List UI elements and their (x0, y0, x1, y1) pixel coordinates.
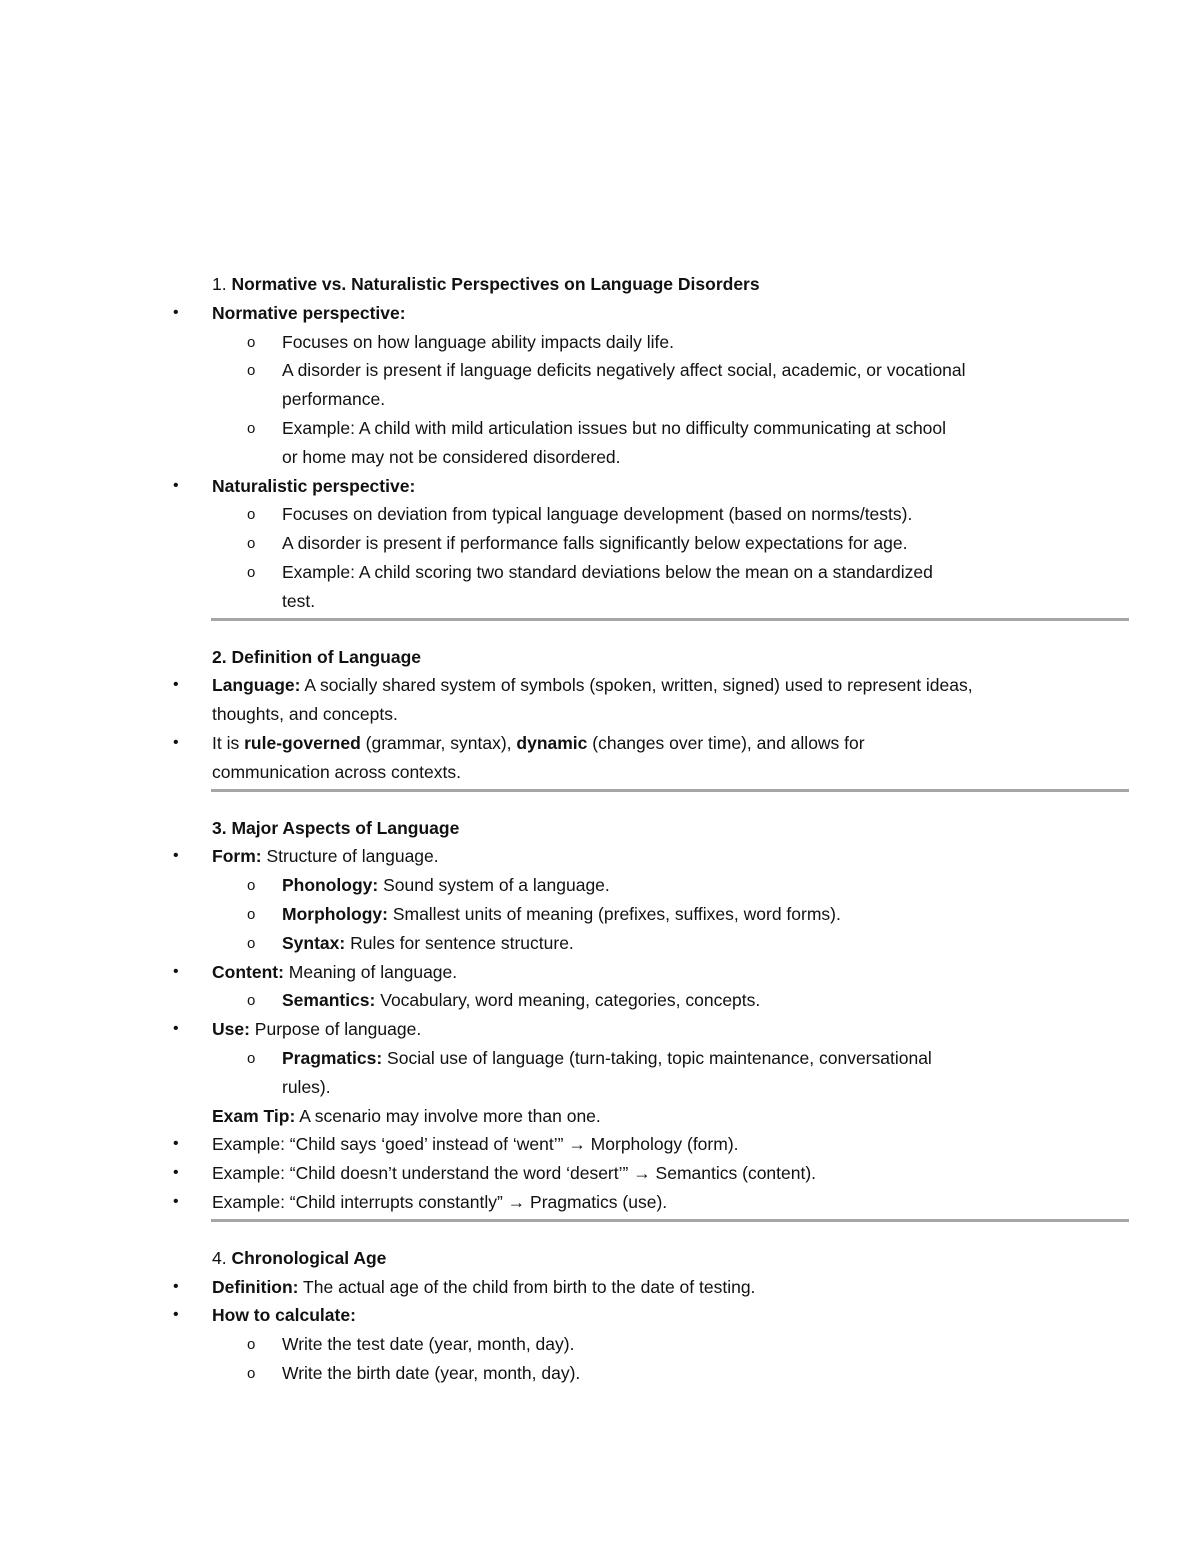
section-title: Chronological Age (231, 1247, 387, 1268)
section-title: Normative vs. Naturalistic Perspectives on Language Disorders (231, 274, 760, 294)
sub-bullet-icon: o (247, 877, 256, 895)
definition-label: Definition: (212, 1276, 299, 1297)
list-item (0, 1301, 1200, 1330)
content-text: Meaning of language. (283, 961, 458, 982)
item-text: Focuses on how language ability impacts daily life. (282, 331, 675, 352)
sub-list-item (0, 558, 1200, 587)
sub-bullet-icon: o (247, 506, 256, 524)
item-text: performance. (282, 389, 386, 410)
form-label: Form: (212, 846, 262, 867)
item-text: A disorder is present if language deficits negatively affect social, academic, or vocational (282, 360, 966, 381)
syntax-text: Rules for sentence structure. (345, 932, 574, 953)
spacer (0, 621, 1200, 643)
dynamic-term: dynamic (516, 732, 588, 753)
sub-bullet-icon: o (247, 333, 256, 351)
use-text: Purpose of language. (249, 1019, 422, 1040)
section-1-heading (0, 270, 1200, 299)
sub-list-item-continuation (0, 443, 1200, 472)
sub-list-item-continuation (0, 587, 1200, 616)
phonology-text: Sound system of a language. (378, 875, 610, 896)
bullet-icon: • (173, 847, 179, 865)
naturalistic-label: Naturalistic perspective: (212, 475, 416, 496)
bullet-icon: • (173, 303, 179, 321)
pragmatics-label: Pragmatics: (282, 1047, 383, 1068)
sub-list-item (0, 500, 1200, 529)
sub-list-item-continuation (0, 385, 1200, 414)
sub-list-item (0, 328, 1200, 357)
item-text: or home may not be considered disordered. (282, 446, 621, 467)
sub-list-item (0, 986, 1200, 1015)
language-text-continued: thoughts, and concepts. (212, 704, 398, 725)
phonology-label: Phonology: (282, 875, 379, 896)
item-text: Example: A child scoring two standard deviations below the mean on a standardized (282, 561, 933, 582)
sub-bullet-icon: o (247, 905, 256, 923)
content-label: Content: (212, 961, 284, 982)
definition-text: The actual age of the child from birth to the date of testing. (298, 1276, 756, 1297)
rule-text-mid: (grammar, syntax), (360, 732, 517, 753)
spacer (0, 1222, 1200, 1244)
rule-text-continued: communication across contexts. (212, 761, 461, 782)
bullet-icon: • (173, 1135, 179, 1153)
sub-bullet-icon: o (247, 362, 256, 380)
bullet-icon: • (173, 1192, 179, 1210)
example-text: Example: “Child interrupts constantly” → Pragmatics (use). (212, 1191, 668, 1212)
list-item (0, 842, 1200, 871)
section-number: 1. (212, 274, 227, 294)
list-item-continuation (0, 700, 1200, 729)
bullet-icon: • (173, 1164, 179, 1182)
bullet-icon: • (173, 1020, 179, 1038)
pragmatics-text-continued: rules). (282, 1076, 331, 1097)
item-text: test. (282, 590, 316, 611)
sub-list-item-continuation (0, 1073, 1200, 1102)
bullet-icon: • (173, 962, 179, 980)
sub-list-item (0, 871, 1200, 900)
exam-tip-label: Exam Tip: (212, 1105, 296, 1126)
calc-label: How to calculate: (212, 1305, 356, 1326)
step-text: Write the birth date (year, month, day). (282, 1362, 581, 1383)
rule-governed-term: rule-governed (244, 732, 361, 753)
sub-bullet-icon: o (247, 419, 256, 437)
pragmatics-text: Social use of language (turn-taking, topic maintenance, conversational (382, 1047, 932, 1068)
sub-list-item (0, 900, 1200, 929)
document-content (0, 270, 1200, 1388)
list-item-continuation (0, 758, 1200, 787)
sub-list-item (0, 414, 1200, 443)
bullet-icon: • (173, 676, 179, 694)
bullet-icon: • (173, 733, 179, 751)
morphology-text: Smallest units of meaning (prefixes, suffixes, word forms). (387, 903, 841, 924)
bullet-icon: • (173, 1277, 179, 1295)
language-label: Language: (212, 675, 301, 696)
step-text: Write the test date (year, month, day). (282, 1334, 575, 1355)
sub-list-item (0, 929, 1200, 958)
section-number: 4. (212, 1247, 227, 1268)
sub-list-item (0, 529, 1200, 558)
sub-list-item (0, 1359, 1200, 1388)
exam-tip-text: A scenario may involve more than one. (295, 1105, 601, 1126)
sub-bullet-icon: o (247, 1336, 256, 1354)
use-label: Use: (212, 1019, 250, 1040)
list-item (0, 1188, 1200, 1217)
language-text: A socially shared system of symbols (spoken, written, signed) used to represent ideas, (300, 675, 973, 696)
bullet-icon: • (173, 1306, 179, 1324)
list-item (0, 958, 1200, 987)
list-item (0, 729, 1200, 758)
list-item (0, 1273, 1200, 1302)
section-4-heading (0, 1244, 1200, 1273)
section-title: 3. Major Aspects of Language (212, 817, 460, 838)
rule-text-pre: It is (212, 732, 245, 753)
item-text: A disorder is present if performance falls significantly below expectations for age. (282, 533, 908, 554)
morphology-label: Morphology: (282, 903, 388, 924)
list-item (0, 1015, 1200, 1044)
list-item (0, 1159, 1200, 1188)
exam-tip (0, 1102, 1200, 1131)
sub-bullet-icon: o (247, 1364, 256, 1382)
example-text: Example: “Child says ‘goed’ instead of ‘went’” → Morphology (form). (212, 1134, 739, 1155)
section-2-heading (0, 643, 1200, 672)
normative-label: Normative perspective: (212, 302, 406, 323)
list-item (0, 472, 1200, 501)
semantics-label: Semantics: (282, 990, 376, 1011)
sub-bullet-icon: o (247, 992, 256, 1010)
syntax-label: Syntax: (282, 932, 346, 953)
list-item (0, 671, 1200, 700)
example-text: Example: “Child doesn’t understand the word ‘desert’” → Semantics (content). (212, 1163, 817, 1184)
sub-list-item (0, 1330, 1200, 1359)
semantics-text: Vocabulary, word meaning, categories, concepts. (375, 990, 761, 1011)
form-text: Structure of language. (261, 846, 439, 867)
bullet-icon: • (173, 476, 179, 494)
sub-list-item (0, 1044, 1200, 1073)
list-item (0, 299, 1200, 328)
sub-bullet-icon: o (247, 934, 256, 952)
spacer (0, 792, 1200, 814)
list-item (0, 1130, 1200, 1159)
section-title: 2. Definition of Language (212, 646, 422, 667)
item-text: Focuses on deviation from typical language development (based on norms/tests). (282, 504, 913, 525)
sub-bullet-icon: o (247, 563, 256, 581)
section-3-heading (0, 814, 1200, 843)
item-text: Example: A child with mild articulation issues but no difficulty communicating at school (282, 417, 947, 438)
sub-bullet-icon: o (247, 535, 256, 553)
sub-list-item (0, 356, 1200, 385)
rule-text-post: (changes over time), and allows for (587, 732, 865, 753)
sub-bullet-icon: o (247, 1049, 256, 1067)
